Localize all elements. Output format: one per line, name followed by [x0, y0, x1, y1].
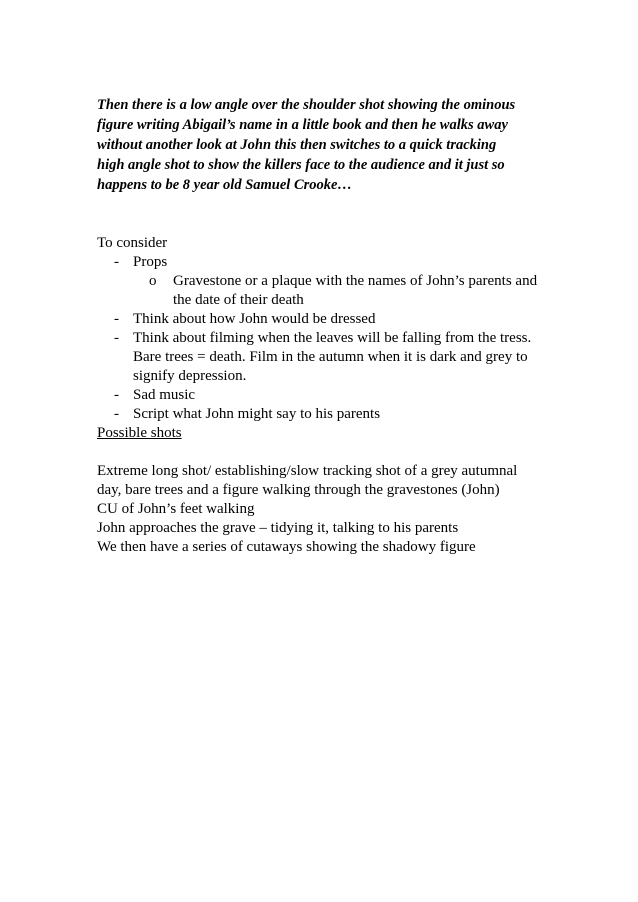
possible-shots-paragraph [97, 462, 557, 557]
list-item-text: Bare trees = death. Film in the autumn when it is dark and grey to [133, 349, 528, 365]
shots-line: CU of John’s feet walking [97, 501, 255, 517]
consider-list [97, 253, 557, 424]
dash-bullet: - [114, 254, 119, 270]
dash-bullet: - [114, 406, 119, 422]
intro-line: happens to be 8 year old Samuel Crooke… [97, 177, 352, 193]
dash-bullet: - [114, 330, 119, 346]
list-item-text: Gravestone or a plaque with the names of John’s parents and [173, 273, 538, 289]
intro-line: figure writing Abigail’s name in a little book and then he walks away [97, 117, 508, 133]
intro-line: Then there is a low angle over the shoulder shot showing the ominous [97, 97, 516, 113]
circle-bullet: o [149, 273, 157, 289]
intro-paragraph [97, 95, 547, 195]
dash-bullet: - [114, 311, 119, 327]
shots-line: John approaches the grave – tidying it, talking to his parents [97, 520, 459, 536]
shots-line: Extreme long shot/ establishing/slow tracking shot of a grey autumnal [97, 463, 518, 479]
list-item-props [97, 253, 557, 272]
shots-line: day, bare trees and a figure walking through the gravestones (John) [97, 482, 500, 498]
list-item-music [97, 386, 557, 405]
list-item-text: Props [133, 254, 168, 270]
list-item-text: the date of their death [173, 292, 304, 308]
shots-line: We then have a series of cutaways showing the shadowy figure [97, 539, 476, 555]
list-item-text: signify depression. [133, 368, 247, 384]
list-item-text: Script what John might say to his parents [133, 406, 381, 422]
list-item-text: Think about filming when the leaves will be falling from the tress. [133, 330, 532, 346]
intro-line: without another look at John this then switches to a quick tracking [97, 137, 497, 153]
possible-shots-heading: Possible shots [97, 425, 182, 441]
list-item-filming [97, 329, 557, 386]
list-item-script [97, 405, 557, 424]
list-item-text: Sad music [133, 387, 196, 403]
list-item-text: Think about how John would be dressed [133, 311, 376, 327]
consider-heading: To consider [97, 235, 168, 251]
list-item-dressed [97, 310, 557, 329]
intro-line: high angle shot to show the killers face to the audience and it just so [97, 157, 505, 173]
dash-bullet: - [114, 387, 119, 403]
list-subitem-gravestone [97, 272, 557, 310]
